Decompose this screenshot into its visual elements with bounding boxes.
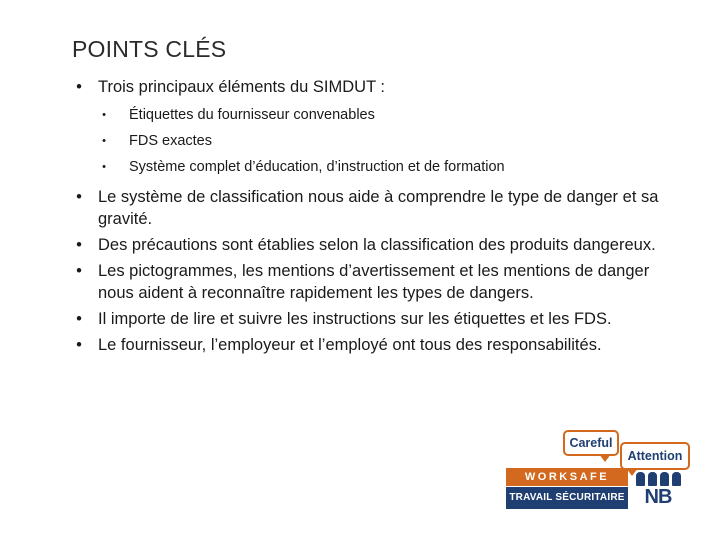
bullet-main	[72, 76, 682, 98]
bullet-item-text: Le fournisseur, l’employeur et l’employé ont tous des responsabilités.	[98, 336, 602, 354]
sub-bullet-list	[72, 102, 682, 180]
worksafe-nb-logo	[506, 428, 690, 512]
bullet-item	[72, 260, 682, 304]
sub-bullet	[72, 102, 682, 128]
sub-bullet-text: FDS exactes	[129, 133, 212, 149]
bullet-dot: •	[76, 336, 82, 354]
attention-speech-bubble: Attention	[620, 442, 690, 470]
sub-bullet	[72, 154, 682, 180]
bullet-dot: •	[76, 188, 82, 206]
bullet-item-text: Le système de classification nous aide à comprendre le type de danger et sa gravité.	[98, 188, 659, 228]
bullet-item-text: Les pictogrammes, les mentions d’avertissement et les mentions de danger nous aident à reconnaître rapidement les types de dangers.	[98, 262, 650, 302]
sub-bullet	[72, 128, 682, 154]
bullet-item-text: Des précautions sont établies selon la classification des produits dangereux.	[98, 236, 656, 254]
bullet-item	[72, 186, 682, 230]
bullet-list	[72, 76, 682, 360]
worksafe-banner: WORKSAFE	[506, 468, 628, 486]
nb-label: NB	[644, 486, 672, 508]
bullet-item	[72, 308, 682, 330]
bullet-dot: •	[76, 236, 82, 254]
bullet-dot: •	[76, 310, 82, 328]
bullet-dot: •	[76, 78, 82, 96]
nb-figures-icon	[630, 472, 686, 510]
bullet-item	[72, 334, 682, 356]
bullet-dot: •	[102, 109, 106, 121]
bullet-item	[72, 234, 682, 256]
bullet-dot: •	[102, 135, 106, 147]
sub-bullet-text: Système complet d’éducation, d’instruction et de formation	[129, 159, 505, 175]
bullet-item-text: Il importe de lire et suivre les instructions sur les étiquettes et les FDS.	[98, 310, 612, 328]
page-title: POINTS CLÉS	[72, 36, 227, 62]
bullet-dot: •	[102, 161, 106, 173]
bullet-dot: •	[76, 262, 82, 280]
sub-bullet-text: Étiquettes du fournisseur convenables	[129, 107, 375, 123]
careful-speech-bubble: Careful	[563, 430, 619, 456]
careful-bubble-tail	[599, 454, 611, 462]
travail-securitaire-banner: TRAVAIL SÉCURITAIRE	[506, 487, 628, 509]
bullet-main-text: Trois principaux éléments du SIMDUT :	[98, 78, 386, 96]
